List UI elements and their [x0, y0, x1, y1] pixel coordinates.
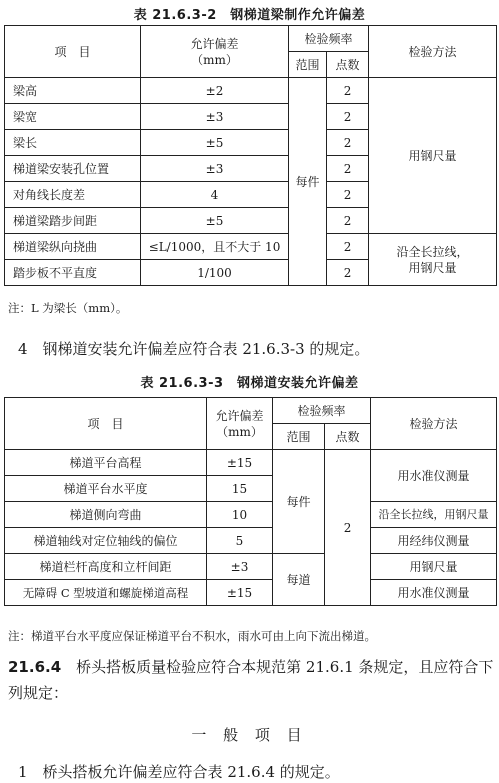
method-cell: 用钢尺量 — [371, 554, 497, 580]
method-cell: 用经纬仪测量 — [371, 528, 497, 554]
paragraph-4: 4 钢梯道安装允许偏差应符合表 21.6.3-3 的规定。 — [18, 340, 370, 358]
scope-cell: 每件 — [289, 78, 327, 286]
table-21-6-3-2 — [4, 25, 497, 286]
method-cell: 用钢尺量 — [369, 78, 497, 234]
table-row: 梁宽 ±3 2 — [5, 104, 497, 130]
header-tolerance: 允许偏差 （mm） — [207, 398, 273, 450]
points-cell: 2 — [325, 450, 371, 606]
table-row: 梯道梁纵向挠曲 ≤L/1000，且不大于 10 2 沿全长拉线， 用钢尺量 — [5, 234, 497, 260]
table-row: 梁长 ±5 2 — [5, 130, 497, 156]
method-cell: 沿全长拉线， 用钢尺量 — [369, 234, 497, 286]
header-item: 项 目 — [5, 26, 141, 78]
header-tolerance: 允许偏差 （mm） — [141, 26, 289, 78]
method-cell: 沿全长拉线，用钢尺量 — [371, 502, 497, 528]
header-item: 项 目 — [5, 398, 207, 450]
header-scope: 范围 — [289, 52, 327, 78]
table-row: 对角线长度差 4 2 — [5, 182, 497, 208]
paragraph-1: 1 桥头搭板允许偏差应符合表 21.6.4 的规定。 — [18, 763, 340, 781]
table-caption-2: 表 21.6.3-3 钢梯道安装允许偏差 — [140, 376, 359, 391]
method-cell: 用水准仪测量 — [371, 580, 497, 606]
table-row: 踏步板不平直度 1/100 2 — [5, 260, 497, 286]
table-row: 梯道侧向弯曲 10 沿全长拉线，用钢尺量 — [5, 502, 497, 528]
header-method: 检验方法 — [371, 398, 497, 450]
scope-cell: 每件 — [273, 450, 325, 554]
table-row: 梯道栏杆高度和立杆间距 ±3 每道 用钢尺量 — [5, 554, 497, 580]
table-caption-1: 表 21.6.3-2 钢梯道梁制作允许偏差 — [133, 8, 366, 23]
table-row: 梯道轴线对定位轴线的偏位 5 用经纬仪测量 — [5, 528, 497, 554]
header-frequency: 检验频率 — [289, 26, 369, 52]
table-row: 梯道平台高程 ±15 每件 2 用水准仪测量 — [5, 450, 497, 476]
section-21-6-4: 21.6.4 桥头搭板质量检验应符合本规范第 21.6.1 条规定，且应符合下列规定： — [8, 658, 494, 702]
scope-cell: 每道 — [273, 554, 325, 606]
header-scope: 范围 — [273, 424, 325, 450]
table-row: 梯道平台水平度 15 — [5, 476, 497, 502]
table-row: 无障碍 C 型坡道和螺旋梯道高程 ±15 用水准仪测量 — [5, 580, 497, 606]
general-items-heading: 一 般 项 目 — [191, 726, 308, 744]
header-method: 检验方法 — [369, 26, 497, 78]
header-points: 点数 — [325, 424, 371, 450]
method-cell: 用水准仪测量 — [371, 450, 497, 502]
header-frequency: 检验频率 — [273, 398, 371, 424]
header-points: 点数 — [327, 52, 369, 78]
table-row: 梁高 ±2 每件 2 用钢尺量 — [5, 78, 497, 104]
table-note-1: 注：L 为梁长（mm）。 — [8, 301, 128, 315]
table-row: 梯道梁踏步间距 ±5 2 — [5, 208, 497, 234]
table-note-2: 注：梯道平台水平度应保证梯道平台不积水，雨水可由上向下流出梯道。 — [8, 629, 376, 643]
table-21-6-3-3 — [4, 397, 497, 606]
table-row: 梯道梁安装孔位置 ±3 2 — [5, 156, 497, 182]
